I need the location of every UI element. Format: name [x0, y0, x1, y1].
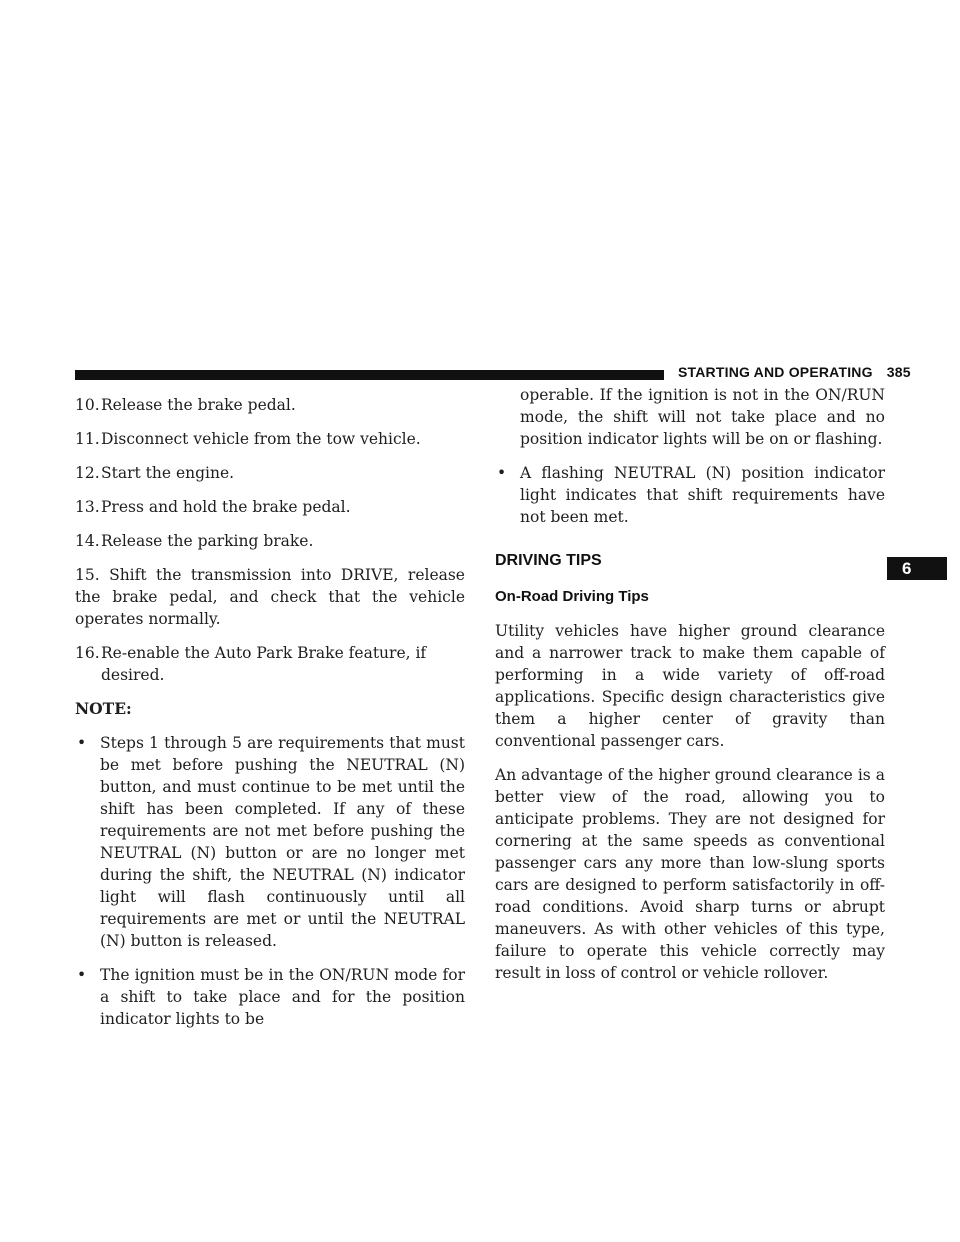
step-item	[75, 462, 465, 484]
bullet-item	[75, 964, 465, 1030]
step-text: Release the brake pedal.	[101, 396, 296, 414]
step-number: 13.	[75, 498, 100, 516]
step-number: 15.	[75, 566, 100, 584]
bullet-text: Steps 1 through 5 are requirements that must be met before pushing the NEUTRAL (N) button, and must continue to be met until the shift has been completed. If any of these requirements are not met before pushing the NEUTRAL (N) button or are no longer met during the shift, the NEUTRAL (N) indicator light will flash continuously until all requirements are met or until the NEUTRAL (N) button is released.	[100, 734, 465, 950]
note-label: NOTE:	[75, 699, 132, 718]
step-item	[75, 496, 465, 518]
step-item	[75, 564, 465, 630]
step-item	[75, 428, 465, 450]
step-item	[75, 642, 465, 686]
step-number: 11.	[75, 430, 100, 448]
body-paragraph: An advantage of the higher ground clearance is a better view of the road, allowing you to anticipate problems. They are not designed for cornering at the same speeds as conventional passenger cars any more than low-slung sports cars are designed to perform satisfactorily in off-road conditions. Avoid sharp turns or abrupt maneuvers. As with other vehicles of this type, failure to operate this vehicle correctly may result in loss of control or vehicle rollover.	[495, 766, 885, 982]
left-column	[75, 394, 465, 1042]
step-item	[75, 530, 465, 552]
bullet-item	[495, 462, 885, 528]
header-rule	[75, 370, 664, 380]
step-number: 14.	[75, 532, 100, 550]
bullet-text: A flashing NEUTRAL (N) position indicator light indicates that shift requirements have not been met.	[520, 464, 885, 526]
running-header	[678, 364, 911, 380]
step-text: Disconnect vehicle from the tow vehicle.	[101, 430, 421, 448]
step-text: Press and hold the brake pedal.	[101, 498, 351, 516]
step-text: Start the engine.	[101, 464, 235, 482]
section-heading: DRIVING TIPS	[495, 552, 602, 569]
subsection-heading: On-Road Driving Tips	[495, 588, 649, 605]
step-text: Re-enable the Auto Park Brake feature, if desired.	[101, 644, 427, 684]
right-column	[495, 384, 885, 996]
bullet-icon: •	[77, 734, 87, 752]
step-item	[75, 394, 465, 416]
bullet-item	[75, 732, 465, 952]
step-text: Release the parking brake.	[101, 532, 314, 550]
bullet-continuation: operable. If the ignition is not in the ON/RUN mode, the shift will not take place and no position indicator lights will be on or flashing.	[520, 386, 885, 448]
step-number: 12.	[75, 464, 100, 482]
body-paragraph: Utility vehicles have higher ground clearance and a narrower track to make them capable of performing in a wide variety of off-road applications. Specific design characteristics give them a higher center of gravity than conventional passenger cars.	[495, 622, 885, 750]
step-number: 10.	[75, 396, 100, 414]
bullet-text: The ignition must be in the ON/RUN mode for a shift to take place and for the position indicator lights to be	[100, 966, 465, 1028]
step-number: 16.	[75, 644, 100, 662]
chapter-tab[interactable]: 6	[887, 557, 947, 580]
section-title: STARTING AND OPERATING	[678, 364, 873, 380]
page-number: 385	[886, 364, 911, 380]
bullet-icon: •	[497, 464, 507, 482]
step-text: Shift the transmission into DRIVE, release the brake pedal, and check that the vehicle operates normally.	[75, 566, 465, 628]
bullet-icon: •	[77, 966, 87, 984]
